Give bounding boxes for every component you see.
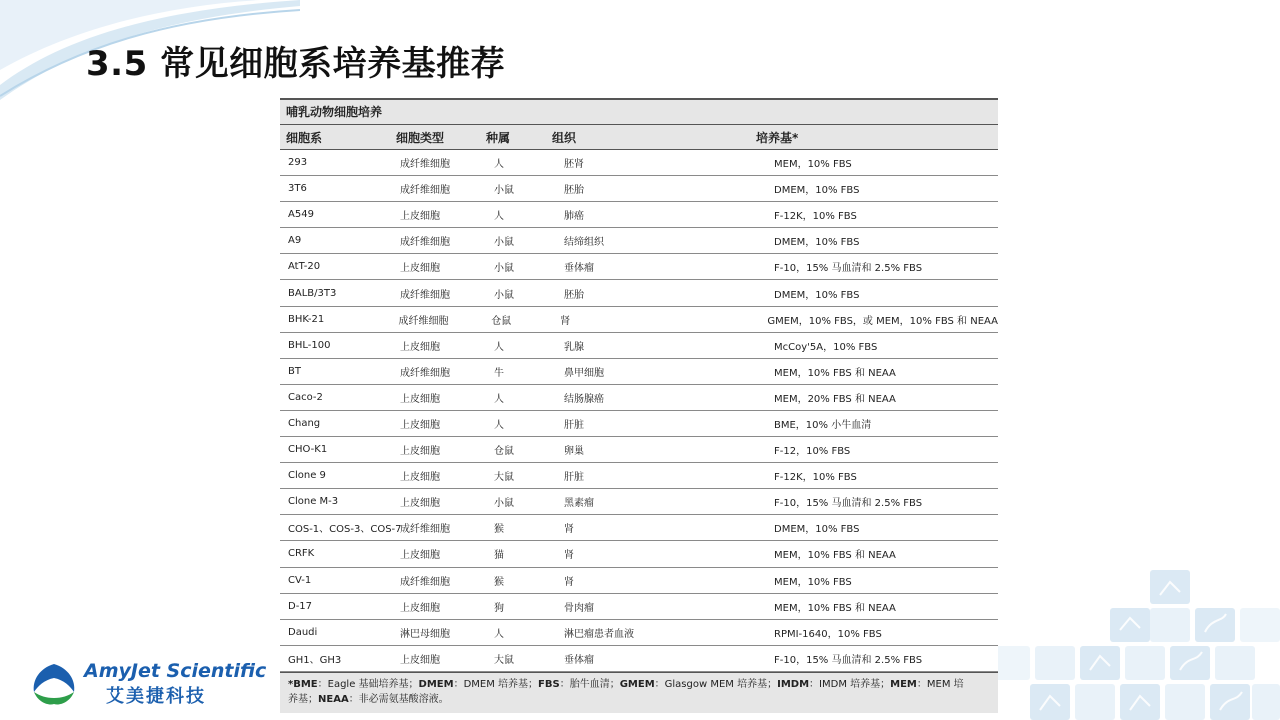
cell-species: 小鼠 — [494, 185, 514, 197]
cell-cell-line: 293 — [288, 157, 308, 169]
cell-medium: McCoy'5A，10% FBS — [774, 341, 878, 353]
cell-medium: GMEM，10% FBS，或 MEM，10% FBS 和 NEAA — [767, 315, 998, 327]
cell-medium: RPMI-1640，10% FBS — [774, 628, 882, 640]
table-row — [280, 359, 998, 385]
cell-cell-type: 成纤维细胞 — [400, 237, 450, 249]
footnote-term: IMDM — [777, 678, 810, 690]
table-row — [280, 437, 998, 463]
cell-cell-type: 上皮细胞 — [400, 550, 440, 562]
footnote-line-2 — [288, 692, 990, 707]
footnote-text: ：非必需氨基酸溶液。 — [348, 693, 449, 705]
cell-cell-line: BALB/3T3 — [288, 287, 337, 299]
cell-cell-type: 成纤维细胞 — [400, 159, 450, 171]
header-cell-type: 细胞类型 — [396, 130, 445, 145]
cell-medium: MEM，10% FBS — [774, 159, 852, 171]
cell-cell-type: 上皮细胞 — [400, 472, 440, 484]
cell-medium: F-12K，10% FBS — [774, 211, 857, 223]
footnote-text: ：Glasgow MEM 培养基； — [654, 678, 778, 690]
table-caption: 哺乳动物细胞培养 — [280, 98, 998, 125]
cell-cell-line: A549 — [288, 209, 314, 221]
slide-title: 3.5 常见细胞系培养基推荐 — [86, 44, 506, 84]
footnote-text: 养基； — [288, 693, 318, 705]
cell-cell-line: D-17 — [288, 600, 313, 612]
cell-species: 小鼠 — [494, 289, 514, 301]
cell-cell-line: CV-1 — [288, 574, 312, 586]
footnote-text: ：IMDM 培养基； — [809, 678, 891, 690]
table-footnote — [280, 672, 998, 713]
cell-cell-line: CRFK — [288, 548, 315, 560]
cell-species: 人 — [494, 211, 504, 223]
table-row — [280, 228, 998, 254]
cell-tissue: 肾 — [564, 576, 574, 588]
table-row — [280, 594, 998, 620]
cell-species: 人 — [494, 341, 504, 353]
cell-species: 人 — [494, 159, 504, 171]
cell-species: 猴 — [494, 576, 504, 588]
table-row — [280, 541, 998, 567]
cell-cell-line: Caco-2 — [288, 391, 323, 403]
cell-cell-line: GH1、GH3 — [288, 654, 342, 666]
cell-medium: MEM，10% FBS — [774, 576, 852, 588]
table-row — [280, 254, 998, 280]
footnote-text: ：胎牛血清； — [559, 678, 620, 690]
table-header-row — [280, 125, 998, 150]
footnote-term: NEAA — [318, 693, 349, 705]
cell-species: 仓鼠 — [491, 315, 512, 327]
cell-tissue: 结缔组织 — [564, 237, 604, 249]
cell-tissue: 黑素瘤 — [564, 498, 594, 510]
table-row — [280, 333, 998, 359]
cell-species: 人 — [494, 419, 504, 431]
cell-tissue: 淋巴瘤患者血液 — [564, 628, 634, 640]
cell-tissue: 肾 — [560, 315, 571, 327]
cell-species: 猫 — [494, 550, 504, 562]
cell-species: 小鼠 — [494, 263, 514, 275]
cell-cell-line: 3T6 — [288, 183, 307, 195]
cell-medium: MEM，10% FBS 和 NEAA — [774, 550, 896, 562]
cell-species: 小鼠 — [494, 498, 514, 510]
table-row — [280, 385, 998, 411]
molecule-tile-decoration — [990, 570, 1280, 720]
footnote-text: ：DMEM 培养基； — [453, 678, 539, 690]
table-row — [280, 411, 998, 437]
cell-species: 人 — [494, 628, 504, 640]
cell-cell-type: 上皮细胞 — [400, 602, 440, 614]
cell-medium: F-10，15% 马血清和 2.5% FBS — [774, 498, 923, 510]
cell-tissue: 肝脏 — [564, 419, 584, 431]
table-body — [280, 150, 998, 672]
table-row — [280, 568, 998, 594]
cell-cell-line: COS-1、COS-3、COS-7 — [288, 524, 402, 536]
cell-species: 小鼠 — [494, 237, 514, 249]
logo-name-cn: 艾美捷科技 — [106, 686, 206, 707]
cell-species: 仓鼠 — [494, 446, 514, 458]
cell-tissue: 垂体瘤 — [564, 263, 594, 275]
header-species: 种属 — [486, 130, 511, 145]
cell-cell-type: 上皮细胞 — [400, 419, 440, 431]
cell-cell-type: 上皮细胞 — [400, 393, 440, 405]
table-row — [280, 620, 998, 646]
cell-cell-type: 成纤维细胞 — [400, 289, 450, 301]
cell-cell-type: 上皮细胞 — [400, 446, 440, 458]
cell-species: 牛 — [494, 367, 504, 379]
cell-cell-line: CHO-K1 — [288, 444, 328, 456]
cell-cell-type: 淋巴母细胞 — [400, 628, 450, 640]
footnote-text: ：MEM 培 — [916, 678, 964, 690]
cell-cell-line: Daudi — [288, 626, 318, 638]
cell-tissue: 胚肾 — [564, 159, 584, 171]
cell-medium: BME，10% 小牛血清 — [774, 419, 872, 431]
footnote-text: ：Eagle 基础培养基； — [317, 678, 419, 690]
cell-species: 人 — [494, 393, 504, 405]
cell-tissue: 胚胎 — [564, 185, 584, 197]
cell-cell-type: 成纤维细胞 — [398, 315, 449, 327]
cell-species: 狗 — [494, 602, 504, 614]
cell-cell-type: 成纤维细胞 — [400, 185, 450, 197]
cell-cell-line: BHL-100 — [288, 339, 331, 351]
cell-medium: F-12K，10% FBS — [774, 472, 857, 484]
cell-cell-line: Clone M-3 — [288, 496, 339, 508]
table-row — [280, 515, 998, 541]
cell-cell-line: Chang — [288, 417, 321, 429]
table-row — [280, 646, 998, 672]
cell-tissue: 鼻甲细胞 — [564, 367, 604, 379]
table-row — [280, 489, 998, 515]
cell-tissue: 胚胎 — [564, 289, 584, 301]
cell-tissue: 骨肉瘤 — [564, 602, 594, 614]
cell-medium: MEM，10% FBS 和 NEAA — [774, 602, 896, 614]
table-row — [280, 307, 998, 333]
footnote-term: MEM — [890, 678, 917, 690]
company-logo — [30, 660, 266, 708]
cell-cell-type: 上皮细胞 — [400, 654, 440, 666]
logo-name-en: AmyJet Scientific — [84, 660, 267, 682]
footnote-line-1 — [288, 677, 990, 692]
cell-medium: DMEM，10% FBS — [774, 185, 860, 197]
cell-medium: MEM，10% FBS 和 NEAA — [774, 367, 896, 379]
cell-cell-line: BHK-21 — [288, 313, 325, 325]
cell-medium: F-10，15% 马血清和 2.5% FBS — [774, 654, 923, 666]
footnote-term: DMEM — [418, 678, 454, 690]
cell-cell-type: 上皮细胞 — [400, 341, 440, 353]
cell-medium: DMEM，10% FBS — [774, 237, 860, 249]
cell-cell-type: 上皮细胞 — [400, 263, 440, 275]
cell-cell-line: AtT-20 — [288, 261, 321, 273]
cell-species: 大鼠 — [494, 654, 514, 666]
cell-line-medium-table — [280, 98, 998, 713]
cell-tissue: 肾 — [564, 550, 574, 562]
cell-cell-type: 上皮细胞 — [400, 211, 440, 223]
cell-cell-line: Clone 9 — [288, 470, 326, 482]
cell-cell-type: 上皮细胞 — [400, 498, 440, 510]
header-tissue: 组织 — [552, 130, 577, 145]
footnote-term: GMEM — [619, 678, 655, 690]
cell-tissue: 乳腺 — [564, 341, 584, 353]
cell-species: 大鼠 — [494, 472, 514, 484]
cell-medium: F-12，10% FBS — [774, 446, 851, 458]
cell-tissue: 垂体瘤 — [564, 654, 594, 666]
cell-tissue: 肾 — [564, 524, 574, 536]
cell-medium: MEM，20% FBS 和 NEAA — [774, 393, 896, 405]
cell-cell-type: 成纤维细胞 — [400, 576, 450, 588]
cell-medium: DMEM，10% FBS — [774, 524, 860, 536]
table-row — [280, 463, 998, 489]
cell-tissue: 结肠腺癌 — [564, 393, 604, 405]
cell-cell-type: 成纤维细胞 — [400, 524, 450, 536]
cell-medium: F-10，15% 马血清和 2.5% FBS — [774, 263, 923, 275]
header-medium: 培养基* — [756, 130, 799, 145]
cell-tissue: 肺癌 — [564, 211, 584, 223]
table-row — [280, 176, 998, 202]
cell-species: 猴 — [494, 524, 504, 536]
logo-emblem-icon — [30, 662, 78, 706]
cell-medium: DMEM，10% FBS — [774, 289, 860, 301]
cell-cell-type: 成纤维细胞 — [400, 367, 450, 379]
footnote-term: *BME — [288, 678, 318, 690]
cell-tissue: 卵巢 — [564, 446, 584, 458]
table-row — [280, 150, 998, 176]
cell-cell-line: A9 — [288, 235, 302, 247]
cell-cell-line: BT — [288, 365, 301, 377]
table-row — [280, 280, 998, 306]
cell-tissue: 肝脏 — [564, 472, 584, 484]
table-row — [280, 202, 998, 228]
header-cell-line: 细胞系 — [286, 130, 323, 145]
footnote-term: FBS — [538, 678, 560, 690]
